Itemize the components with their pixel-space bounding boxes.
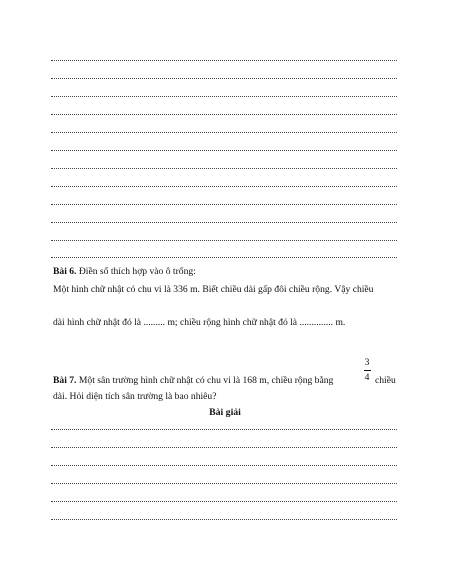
exercise-7-label: Bài 7. — [53, 375, 77, 386]
answer-line — [51, 222, 397, 223]
solution-line — [51, 501, 397, 502]
exercise-7-problem-line-2: dài. Hỏi diện tích sân trường là bao nhiêu? — [53, 391, 217, 402]
fraction-bar — [364, 370, 371, 371]
answer-line — [51, 78, 397, 79]
solution-line — [51, 429, 397, 430]
fraction-numerator: 3 — [364, 357, 370, 368]
exercise-6-problem-line-1: Một hình chữ nhật có chu vi là 336 m. Biết chiều dài gấp đôi chiều rộng. Vậy chiều — [53, 284, 374, 295]
answer-line — [51, 204, 397, 205]
answer-line — [51, 168, 397, 169]
exercise-6-heading — [53, 266, 196, 278]
answer-line — [51, 240, 397, 241]
answer-line — [51, 257, 397, 258]
exercise-6-instruction: Điền số thích hợp vào ô trống: — [76, 266, 196, 277]
answer-line — [51, 60, 397, 61]
solution-line — [51, 465, 397, 466]
solution-line — [51, 483, 397, 484]
answer-line — [51, 96, 397, 97]
solution-line — [51, 519, 397, 520]
exercise-6-problem-line-2: dài hình chữ nhật đó là ......... m; chiều rộng hình chữ nhật đó là .............. m. — [53, 317, 346, 328]
exercise-7-heading — [53, 375, 333, 387]
fraction-denominator: 4 — [364, 372, 370, 383]
exercise-7-text: Một sân trường hình chữ nhật có chu vi là 168 m, chiều rộng bằng — [76, 375, 334, 386]
solution-line — [51, 447, 397, 448]
exercise-6-label: Bài 6. — [53, 266, 77, 277]
solution-heading: Bài giải — [209, 407, 241, 418]
answer-line — [51, 186, 397, 187]
answer-line — [51, 132, 397, 133]
answer-line — [51, 150, 397, 151]
answer-line — [51, 114, 397, 115]
exercise-7-text-end: chiều — [375, 375, 396, 386]
